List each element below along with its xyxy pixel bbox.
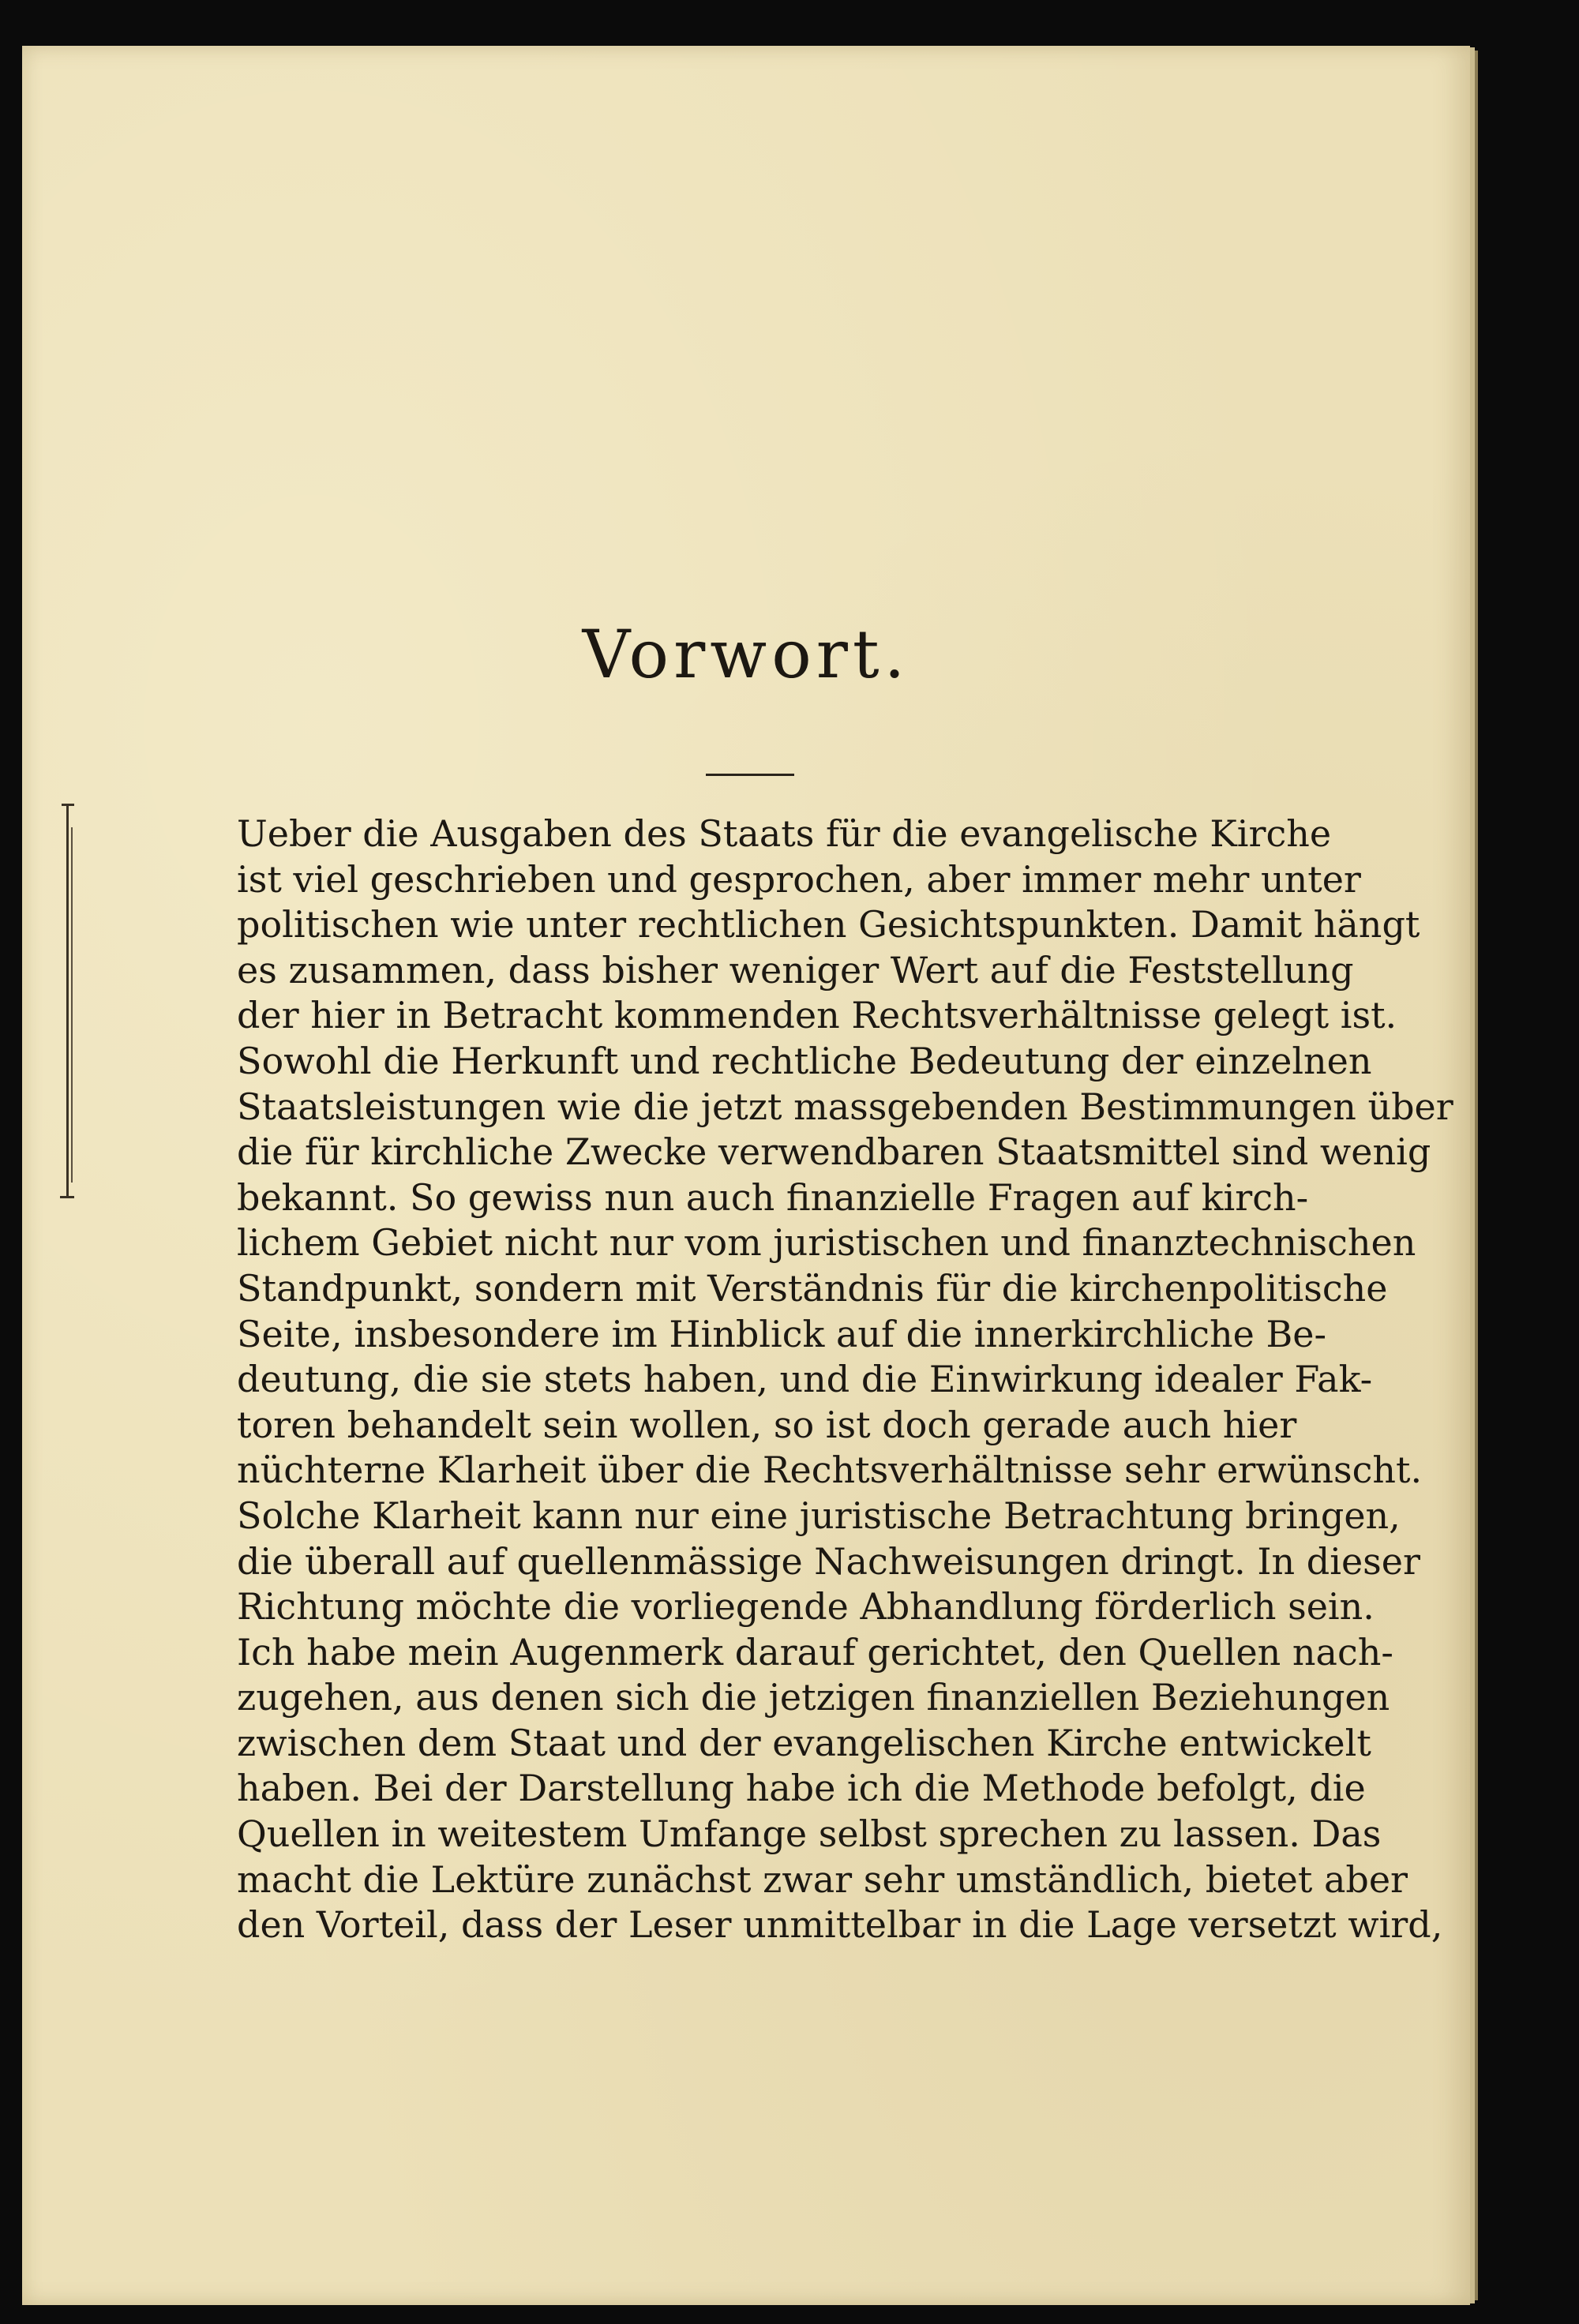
text-line: toren behandelt sein wollen, so ist doch gerade auch hier [237,1403,1297,1446]
page-edge-shadow [1475,51,1478,2300]
text-line: der hier in Betracht kommenden Rechtsverhältnisse gelegt ist. [237,994,1397,1037]
text-line: Seite, insbesondere im Hinblick auf die innerkirchliche Be- [237,1312,1327,1355]
text-line: zugehen, aus denen sich die jetzigen finanziellen Beziehungen [237,1676,1390,1719]
text-line: lichem Gebiet nicht nur vom juristischen und finanztechnischen [237,1221,1416,1265]
text-line: haben. Bei der Darstellung habe ich die Methode befolgt, die [237,1767,1366,1810]
text-line: bekannt. So gewiss nun auch finanzielle Fragen auf kirch- [237,1175,1309,1219]
page-title: Vorwort. [582,616,910,693]
text-line: Staatsleistungen wie die jetzt massgebenden Bestimmungen über [237,1085,1453,1128]
text-line: den Vorteil, dass der Leser unmittelbar in die Lage versetzt wird, [237,1903,1443,1947]
body-paragraph [237,812,1453,1948]
text-line: deutung, die sie stets haben, und die Einwirkung idealer Fak- [237,1358,1373,1401]
text-line: macht die Lektüre zunächst zwar sehr umständlich, bietet aber [237,1857,1408,1901]
margin-bracket-mark [51,804,74,1198]
text-line: nüchterne Klarheit über die Rechtsverhältnisse sehr erwünscht. [237,1449,1423,1492]
text-line: Ich habe mein Augenmerk darauf gerichtet, den Quellen nach- [237,1630,1393,1674]
text-line: Quellen in weitestem Umfange selbst sprechen zu lassen. Das [237,1812,1382,1856]
text-line: ist viel geschrieben und gesprochen, aber immer mehr unter [237,857,1361,901]
text-line: es zusammen, dass bisher weniger Wert auf die Feststellung [237,948,1354,991]
text-line: zwischen dem Staat und der evangelischen Kirche entwickelt [237,1721,1371,1764]
book-page [22,46,1470,2305]
text-line: Sowohl die Herkunft und rechtliche Bedeutung der einzelnen [237,1039,1372,1082]
text-line: Ueber die Ausgaben des Staats für die evangelische Kirche [237,812,1332,855]
text-line: Standpunkt, sondern mit Verständnis für die kirchenpolitische [237,1266,1388,1310]
title-divider [706,774,794,776]
text-line: Richtung möchte die vorliegende Abhandlung förderlich sein. [237,1585,1375,1629]
text-line: die überall auf quellenmässige Nachweisungen dringt. In dieser [237,1539,1420,1583]
text-line: die für kirchliche Zwecke verwendbaren Staatsmittel sind wenig [237,1130,1431,1174]
text-line: politischen wie unter rechtlichen Gesichtspunkten. Damit hängt [237,903,1420,946]
text-line: Solche Klarheit kann nur eine juristische Betrachtung bringen, [237,1494,1401,1537]
